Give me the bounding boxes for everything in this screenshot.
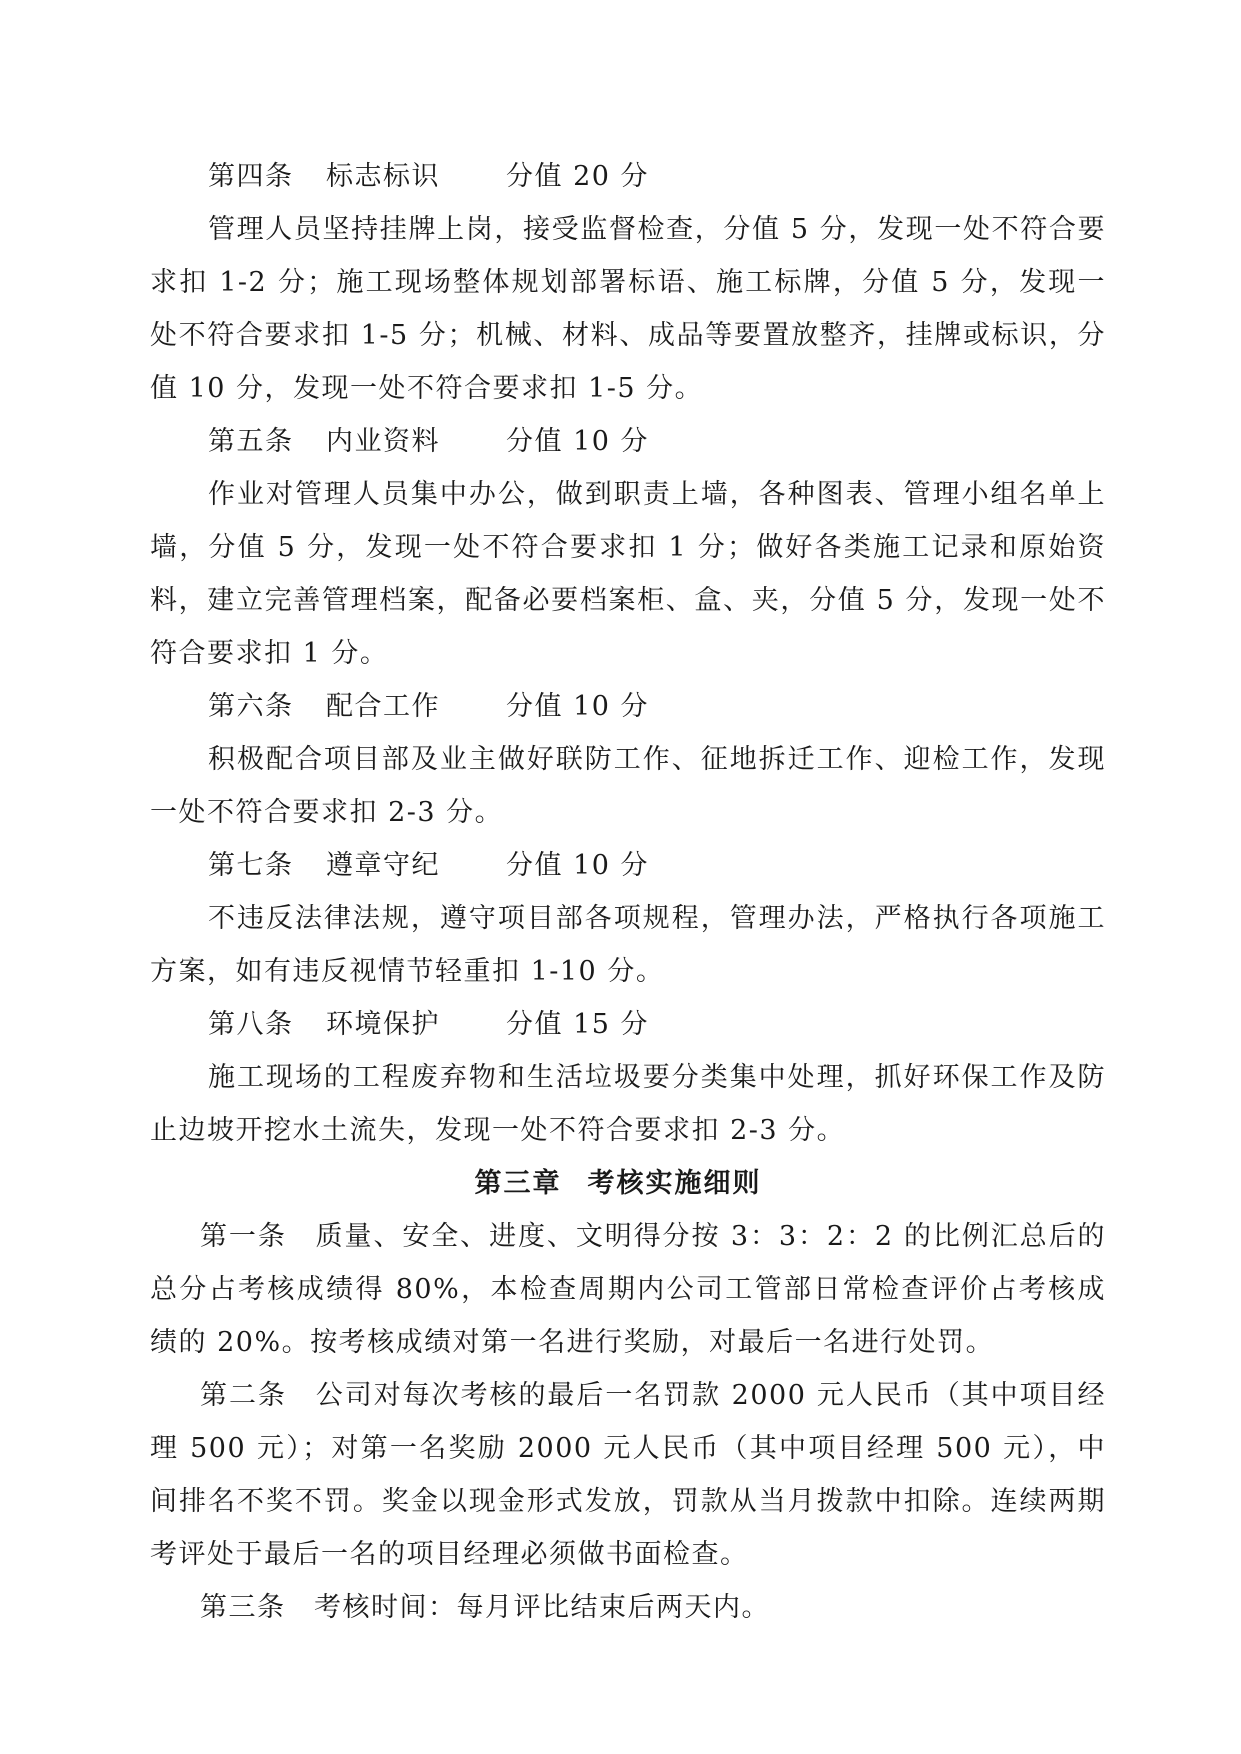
chapter-heading xyxy=(150,1157,1106,1210)
article-number: 第八条 xyxy=(208,1009,294,1040)
article-title: 环境保护 xyxy=(326,1009,440,1040)
article-number: 第六条 xyxy=(208,691,294,722)
article-heading xyxy=(150,415,1106,468)
article-score: 分值 15 分 xyxy=(506,1009,650,1040)
article-title: 遵章守纪 xyxy=(326,850,440,881)
article-body: 不违反法律法规，遵守项目部各项规程，管理办法，严格执行各项施工方案，如有违反视情节轻重扣 1-10 分。 xyxy=(150,903,1106,987)
article-heading xyxy=(150,839,1106,892)
article-title: 标志标识 xyxy=(326,161,440,192)
article-score: 分值 20 分 xyxy=(506,161,650,192)
article-title: 内业资料 xyxy=(326,426,440,457)
article-number: 第四条 xyxy=(208,161,294,192)
article-heading xyxy=(150,998,1106,1051)
chapter-article: 第三条 考核时间：每月评比结束后两天内。 xyxy=(200,1592,770,1623)
article-title: 配合工作 xyxy=(326,691,440,722)
article-body: 作业对管理人员集中办公，做到职责上墙，各种图表、管理小组名单上墙，分值 5 分，发现一处不符合要求扣 1 分；做好各类施工记录和原始资料，建立完善管理档案，配备必要档案柜、盒、夹，分值 5 分，发现一处不符合要求扣 1 分。 xyxy=(150,479,1106,669)
article-heading xyxy=(150,680,1106,733)
chapter-number: 第三章 xyxy=(474,1168,562,1199)
article-number: 第七条 xyxy=(208,850,294,881)
article-body: 施工现场的工程废弃物和生活垃圾要分类集中处理，抓好环保工作及防止边坡开挖水土流失，发现一处不符合要求扣 2-3 分。 xyxy=(150,1062,1106,1146)
chapter-article: 第一条 质量、安全、进度、文明得分按 3：3：2：2 的比例汇总后的总分占考核成绩得 80%，本检查周期内公司工管部日常检查评价占考核成绩的 20%。按考核成绩对第一名进行奖励，对最后一名进行处罚。 xyxy=(150,1221,1106,1358)
article-score: 分值 10 分 xyxy=(506,691,650,722)
chapter-article: 第二条 公司对每次考核的最后一名罚款 2000 元人民币（其中项目经理 500 元）；对第一名奖励 2000 元人民币（其中项目经理 500 元），中间排名不奖不罚。奖金以现金形式发放，罚款从当月拨款中扣除。连续两期考评处于最后一名的项目经理必须做书面检查。 xyxy=(150,1380,1106,1570)
article-score: 分值 10 分 xyxy=(506,850,650,881)
article-body: 积极配合项目部及业主做好联防工作、征地拆迁工作、迎检工作，发现一处不符合要求扣 2-3 分。 xyxy=(150,744,1106,828)
chapter-title: 考核实施细则 xyxy=(587,1168,762,1199)
article-heading xyxy=(150,150,1106,203)
article-score: 分值 10 分 xyxy=(506,426,650,457)
article-body: 管理人员坚持挂牌上岗，接受监督检查，分值 5 分，发现一处不符合要求扣 1-2 分；施工现场整体规划部署标语、施工标牌，分值 5 分，发现一处不符合要求扣 1-5 分；机械、材料、成品等要置放整齐，挂牌或标识，分值 10 分，发现一处不符合要求扣 1-5 分。 xyxy=(150,214,1106,404)
article-number: 第五条 xyxy=(208,426,294,457)
